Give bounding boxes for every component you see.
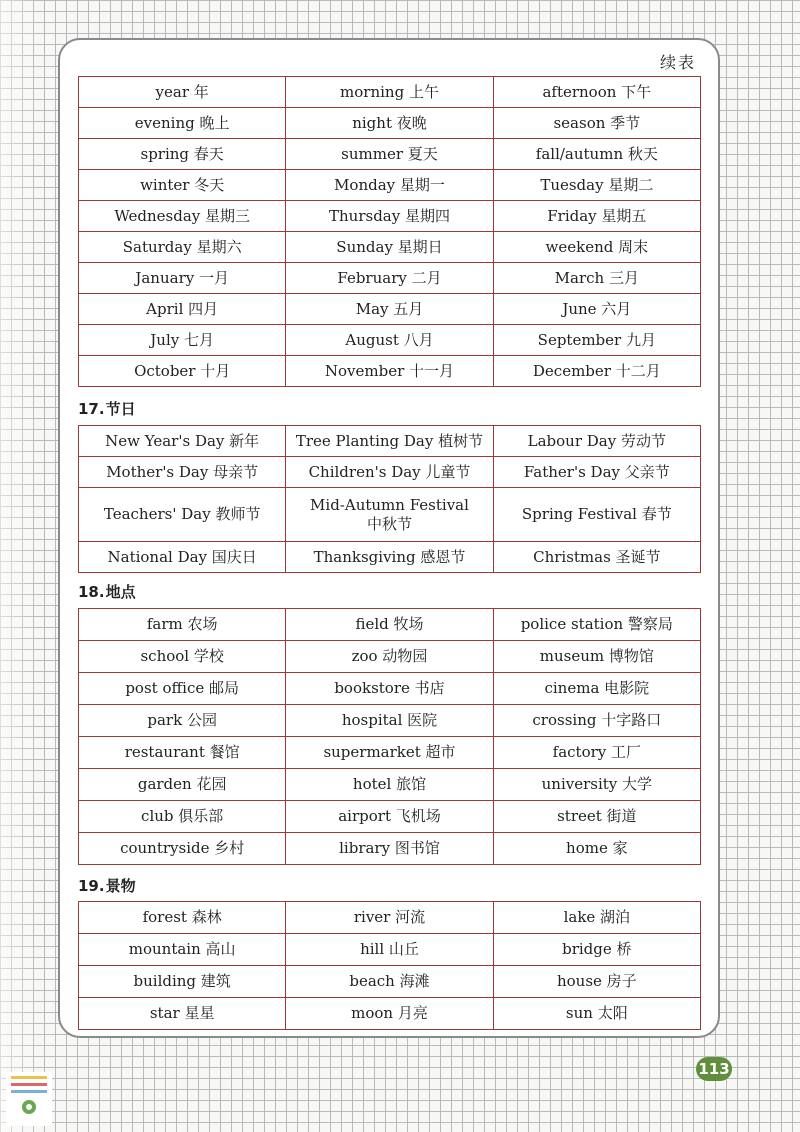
vocab-cell: building 建筑 [79, 966, 286, 998]
table-row [79, 170, 701, 201]
vocabulary-panel [58, 38, 720, 1038]
table-row [79, 902, 701, 934]
vocab-cell: library 图书馆 [286, 833, 493, 865]
vocab-cell: Labour Day 劳动节 [493, 426, 700, 457]
vocab-cell: December 十二月 [493, 356, 700, 387]
table-row [79, 263, 701, 294]
vocab-cell: lake 湖泊 [493, 902, 700, 934]
table-row [79, 108, 701, 139]
vocab-cell: street 街道 [493, 801, 700, 833]
time-vocab-table [78, 76, 701, 387]
vocab-cell: university 大学 [493, 769, 700, 801]
table-row [79, 673, 701, 705]
stamp-line [11, 1090, 47, 1093]
vocab-cell: zoo 动物园 [286, 641, 493, 673]
section-title-scenery [78, 875, 136, 896]
corner-stamp-graphic [6, 1072, 52, 1126]
vocab-cell: winter 冬天 [79, 170, 286, 201]
vocab-cell: August 八月 [286, 325, 493, 356]
vocab-cell: Thursday 星期四 [286, 201, 493, 232]
vocab-cell: river 河流 [286, 902, 493, 934]
vocab-cell: mountain 高山 [79, 934, 286, 966]
table-row [79, 232, 701, 263]
vocab-cell: weekend 周末 [493, 232, 700, 263]
section-number: 19. [78, 877, 105, 895]
section-title-places [78, 581, 136, 602]
table-row [79, 833, 701, 865]
vocab-cell: Saturday 星期六 [79, 232, 286, 263]
vocab-cell: afternoon 下午 [493, 77, 700, 108]
vocab-cell: hotel 旅馆 [286, 769, 493, 801]
leaf-icon [6, 1097, 52, 1117]
scenery-vocab-table [78, 901, 701, 1030]
vocab-cell: restaurant 餐馆 [79, 737, 286, 769]
vocab-cell: bridge 桥 [493, 934, 700, 966]
table-row [79, 769, 701, 801]
vocab-cell: field 牧场 [286, 609, 493, 641]
vocab-term-zh: 中秋节 [366, 514, 412, 533]
vocab-cell: park 公园 [79, 705, 286, 737]
vocab-term-en: Mid-Autumn Festival [310, 495, 469, 514]
vocab-cell: factory 工厂 [493, 737, 700, 769]
table-row [79, 77, 701, 108]
table-row [79, 201, 701, 232]
vocab-cell: Friday 星期五 [493, 201, 700, 232]
vocab-cell: school 学校 [79, 641, 286, 673]
vocab-cell: March 三月 [493, 263, 700, 294]
table-row [79, 737, 701, 769]
vocab-cell: National Day 国庆日 [79, 542, 286, 573]
section-heading: 节日 [105, 400, 136, 418]
page-edge [0, 0, 38, 1132]
table-row [79, 705, 701, 737]
continued-label: 续表 [659, 53, 696, 72]
vocab-cell: moon 月亮 [286, 998, 493, 1030]
vocab-cell: hill 山丘 [286, 934, 493, 966]
vocab-cell: Tree Planting Day 植树节 [286, 426, 493, 457]
table-row [79, 609, 701, 641]
vocab-cell: Spring Festival 春节 [493, 488, 700, 542]
vocab-cell: house 房子 [493, 966, 700, 998]
vocab-cell: June 六月 [493, 294, 700, 325]
table-row [79, 801, 701, 833]
vocab-cell: morning 上午 [286, 77, 493, 108]
vocab-cell: February 二月 [286, 263, 493, 294]
vocab-cell: home 家 [493, 833, 700, 865]
vocab-cell [286, 488, 493, 542]
vocab-cell: Sunday 星期日 [286, 232, 493, 263]
section-title-festivals [78, 398, 136, 419]
vocab-cell: countryside 乡村 [79, 833, 286, 865]
vocab-cell: April 四月 [79, 294, 286, 325]
vocab-cell: cinema 电影院 [493, 673, 700, 705]
table-row [79, 426, 701, 457]
vocab-cell: October 十月 [79, 356, 286, 387]
stamp-line [11, 1076, 47, 1079]
vocab-cell: beach 海滩 [286, 966, 493, 998]
stamp-line [11, 1083, 47, 1086]
vocab-cell: museum 博物馆 [493, 641, 700, 673]
table-row [79, 356, 701, 387]
vocab-cell: May 五月 [286, 294, 493, 325]
vocab-cell: Children's Day 儿童节 [286, 457, 493, 488]
vocab-cell: garden 花园 [79, 769, 286, 801]
vocab-cell: police station 警察局 [493, 609, 700, 641]
vocab-cell: November 十一月 [286, 356, 493, 387]
section-heading: 地点 [105, 583, 136, 601]
table-row [79, 457, 701, 488]
vocab-cell: sun 太阳 [493, 998, 700, 1030]
section-number: 18. [78, 583, 105, 601]
vocab-cell: club 俱乐部 [79, 801, 286, 833]
table-row [79, 998, 701, 1030]
vocab-cell: summer 夏天 [286, 139, 493, 170]
vocab-cell: supermarket 超市 [286, 737, 493, 769]
vocab-cell: January 一月 [79, 263, 286, 294]
vocab-cell: Wednesday 星期三 [79, 201, 286, 232]
vocab-cell: spring 春天 [79, 139, 286, 170]
vocab-cell: star 星星 [79, 998, 286, 1030]
vocab-cell: farm 农场 [79, 609, 286, 641]
section-heading: 景物 [105, 877, 136, 895]
vocab-cell: July 七月 [79, 325, 286, 356]
section-number: 17. [78, 400, 105, 418]
vocab-cell: Monday 星期一 [286, 170, 493, 201]
vocab-cell: airport 飞机场 [286, 801, 493, 833]
table-row [79, 542, 701, 573]
places-vocab-table [78, 608, 701, 865]
vocab-cell: hospital 医院 [286, 705, 493, 737]
table-row [79, 641, 701, 673]
vocab-cell: Father's Day 父亲节 [493, 457, 700, 488]
vocab-cell: Christmas 圣诞节 [493, 542, 700, 573]
page-number-badge: 113 [696, 1057, 732, 1081]
vocab-cell: Mother's Day 母亲节 [79, 457, 286, 488]
vocab-cell: night 夜晚 [286, 108, 493, 139]
table-row [79, 488, 701, 542]
vocab-cell: post office 邮局 [79, 673, 286, 705]
festivals-vocab-table [78, 425, 701, 573]
vocab-cell: Teachers' Day 教师节 [79, 488, 286, 542]
vocab-cell: Tuesday 星期二 [493, 170, 700, 201]
vocab-cell: season 季节 [493, 108, 700, 139]
table-row [79, 934, 701, 966]
vocab-cell: September 九月 [493, 325, 700, 356]
vocab-cell: bookstore 书店 [286, 673, 493, 705]
vocab-cell: New Year's Day 新年 [79, 426, 286, 457]
vocab-cell: year 年 [79, 77, 286, 108]
vocab-cell: evening 晚上 [79, 108, 286, 139]
vocab-cell: forest 森林 [79, 902, 286, 934]
table-row [79, 294, 701, 325]
vocab-cell: crossing 十字路口 [493, 705, 700, 737]
vocab-cell: fall/autumn 秋天 [493, 139, 700, 170]
table-row [79, 139, 701, 170]
vocab-cell: Thanksgiving 感恩节 [286, 542, 493, 573]
table-row [79, 966, 701, 998]
table-row [79, 325, 701, 356]
